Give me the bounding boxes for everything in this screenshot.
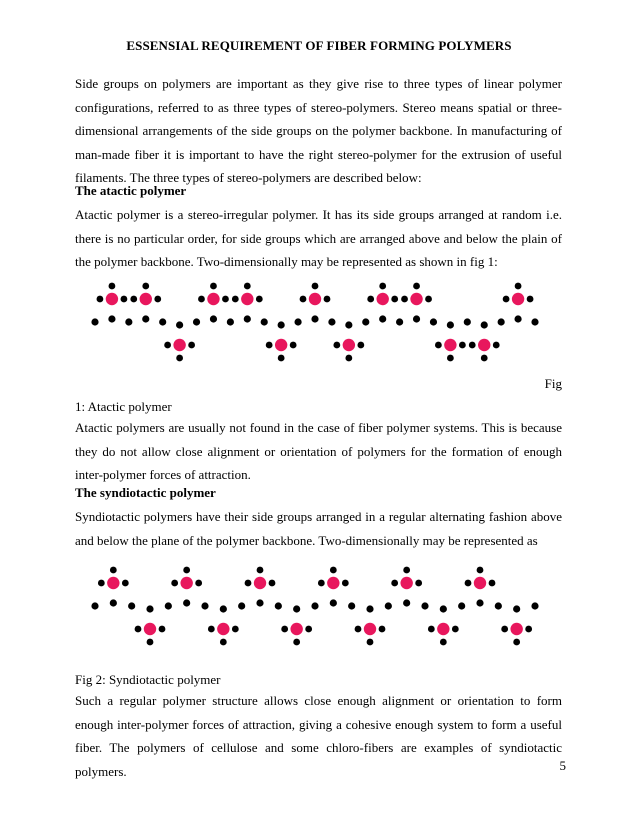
side-group-atom xyxy=(121,296,128,303)
side-group-atom xyxy=(130,296,137,303)
backbone-atom xyxy=(142,315,149,322)
backbone-atom xyxy=(125,318,132,325)
side-group-atom xyxy=(147,639,154,646)
side-group-atom xyxy=(501,626,508,633)
side-group-atom xyxy=(513,639,520,646)
side-group-atom xyxy=(278,355,285,362)
side-group-atom xyxy=(220,639,227,646)
backbone-atom xyxy=(210,315,217,322)
backbone-atom xyxy=(311,315,318,322)
backbone-atom xyxy=(110,599,117,606)
side-group-atom xyxy=(281,626,288,633)
fig1-atactic-diagram xyxy=(0,282,638,362)
side-group-atom xyxy=(477,567,484,574)
side-group-atom xyxy=(305,626,312,633)
side-group-atom xyxy=(440,639,447,646)
backbone-atom xyxy=(128,602,135,609)
side-group-atom xyxy=(525,626,532,633)
backbone-atom xyxy=(278,321,285,328)
backbone-atom xyxy=(201,602,208,609)
side-group-atom xyxy=(452,626,459,633)
side-group-atom xyxy=(300,296,307,303)
side-group-atom xyxy=(256,296,263,303)
side-group-atom xyxy=(232,626,239,633)
backbone-atom xyxy=(476,599,483,606)
side-group-atom xyxy=(312,283,319,290)
side-group-center xyxy=(207,293,219,305)
side-group-atom xyxy=(98,580,105,587)
side-group-center xyxy=(309,293,321,305)
backbone-atom xyxy=(464,318,471,325)
side-group-atom xyxy=(245,580,252,587)
backbone-atom xyxy=(275,602,282,609)
side-group-atom xyxy=(459,342,466,349)
backbone-atom xyxy=(91,318,98,325)
backbone-atom xyxy=(396,318,403,325)
backbone-atom xyxy=(108,315,115,322)
backbone-atom xyxy=(345,321,352,328)
backbone-atom xyxy=(348,602,355,609)
side-group-center xyxy=(275,339,287,351)
backbone-atom xyxy=(531,318,538,325)
backbone-atom xyxy=(413,315,420,322)
side-group-atom xyxy=(527,296,534,303)
side-group-atom xyxy=(154,296,161,303)
intro-paragraph: Side groups on polymers are important as they give rise to three types of linear polymer configurations, referred to as three types of stereo-polymers. Stereo means spatial or three-dimensional arrangements of the side groups on the polymer backbone. In manufacturing of man-made fiber it is important to have the right stereo-polymer for the extrusion of useful filaments. The three types of stereo-polymers are described below: xyxy=(75,76,562,186)
side-group-center xyxy=(107,577,119,589)
fig2-svg xyxy=(0,566,638,646)
backbone-atom xyxy=(311,602,318,609)
side-group-atom xyxy=(318,580,325,587)
backbone-atom xyxy=(227,318,234,325)
backbone-atom xyxy=(458,602,465,609)
fig2-caption: Fig 2: Syndiotactic polymer xyxy=(75,672,221,687)
backbone-atom xyxy=(330,599,337,606)
side-group-center xyxy=(400,577,412,589)
side-group-center xyxy=(241,293,253,305)
side-group-center xyxy=(144,623,156,635)
backbone-atom xyxy=(261,318,268,325)
side-group-center xyxy=(437,623,449,635)
side-group-atom xyxy=(435,342,442,349)
side-group-center xyxy=(140,293,152,305)
atactic-heading: The atactic polymer xyxy=(75,183,187,198)
side-group-atom xyxy=(413,283,420,290)
side-group-atom xyxy=(379,283,386,290)
side-group-atom xyxy=(208,626,215,633)
side-group-atom xyxy=(481,355,488,362)
backbone-atom xyxy=(421,602,428,609)
side-group-atom xyxy=(198,296,205,303)
side-group-center xyxy=(512,293,524,305)
side-group-atom xyxy=(188,342,195,349)
fig1-caption: 1: Atactic polymer xyxy=(75,399,172,414)
side-group-atom xyxy=(391,296,398,303)
page-title: ESSENSIAL REQUIREMENT OF FIBER FORMING POLYMERS xyxy=(126,38,512,53)
side-group-atom xyxy=(391,580,398,587)
backbone-atom xyxy=(183,599,190,606)
side-group-atom xyxy=(97,296,104,303)
backbone-atom xyxy=(440,605,447,612)
side-group-atom xyxy=(425,296,432,303)
side-group-center xyxy=(510,623,522,635)
backbone-atom xyxy=(256,599,263,606)
side-group-center xyxy=(343,339,355,351)
side-group-center xyxy=(364,623,376,635)
side-group-atom xyxy=(159,626,166,633)
backbone-atom xyxy=(244,315,251,322)
side-group-atom xyxy=(493,342,500,349)
side-group-atom xyxy=(401,296,408,303)
side-group-atom xyxy=(109,283,116,290)
backbone-atom xyxy=(165,602,172,609)
atactic-note-paragraph: Atactic polymers are usually not found in the case of fiber polymer systems. This is because they do not allow close alignment or orientation of polymers for the formation of enough inter-polymer forces of attraction. xyxy=(75,420,562,483)
side-group-center xyxy=(410,293,422,305)
side-group-atom xyxy=(176,355,183,362)
side-group-atom xyxy=(195,580,202,587)
side-group-atom xyxy=(257,567,264,574)
side-group-center xyxy=(106,293,118,305)
side-group-center xyxy=(173,339,185,351)
backbone-atom xyxy=(238,602,245,609)
side-group-atom xyxy=(489,580,496,587)
side-group-atom xyxy=(290,342,297,349)
backbone-atom xyxy=(514,315,521,322)
backbone-atom xyxy=(447,321,454,328)
backbone-atom xyxy=(513,605,520,612)
side-group-atom xyxy=(232,296,239,303)
backbone-atom xyxy=(159,318,166,325)
backbone-atom xyxy=(328,318,335,325)
backbone-atom xyxy=(379,315,386,322)
backbone-atom xyxy=(531,602,538,609)
side-group-center xyxy=(290,623,302,635)
side-group-atom xyxy=(367,296,374,303)
syndiotactic-paragraph: Syndiotactic polymers have their side groups arranged in a regular alternating fashion above and below the plane of the polymer backbone. Two-dimensionally may be represented as xyxy=(75,509,562,548)
side-group-atom xyxy=(379,626,386,633)
backbone-atom xyxy=(385,602,392,609)
side-group-atom xyxy=(342,580,349,587)
side-group-atom xyxy=(403,567,410,574)
side-group-center xyxy=(217,623,229,635)
side-group-atom xyxy=(142,283,149,290)
side-group-center xyxy=(478,339,490,351)
side-group-center xyxy=(327,577,339,589)
side-group-atom xyxy=(333,342,340,349)
backbone-atom xyxy=(430,318,437,325)
side-group-atom xyxy=(503,296,510,303)
side-group-atom xyxy=(367,639,374,646)
side-group-atom xyxy=(171,580,178,587)
backbone-atom xyxy=(293,605,300,612)
side-group-atom xyxy=(465,580,472,587)
side-group-atom xyxy=(135,626,142,633)
backbone-atom xyxy=(366,605,373,612)
side-group-center xyxy=(254,577,266,589)
backbone-atom xyxy=(220,605,227,612)
side-group-atom xyxy=(357,342,364,349)
side-group-atom xyxy=(330,567,337,574)
side-group-atom xyxy=(183,567,190,574)
side-group-atom xyxy=(293,639,300,646)
backbone-atom xyxy=(481,321,488,328)
side-group-atom xyxy=(266,342,273,349)
side-group-center xyxy=(444,339,456,351)
side-group-atom xyxy=(110,567,117,574)
atactic-paragraph: Atactic polymer is a stereo-irregular polymer. It has its side groups arranged at random i.e. there is no particular order, for side groups which are arranged above and below the plain of the polymer backbone. Two-dimensionally may be represented as shown in fig 1: xyxy=(75,207,562,270)
backbone-atom xyxy=(146,605,153,612)
side-group-atom xyxy=(210,283,217,290)
side-group-atom xyxy=(244,283,251,290)
backbone-atom xyxy=(91,602,98,609)
side-group-atom xyxy=(415,580,422,587)
side-group-atom xyxy=(222,296,229,303)
side-group-atom xyxy=(428,626,435,633)
backbone-atom xyxy=(193,318,200,325)
side-group-atom xyxy=(122,580,129,587)
side-group-atom xyxy=(345,355,352,362)
side-group-atom xyxy=(269,580,276,587)
side-group-center xyxy=(180,577,192,589)
side-group-atom xyxy=(515,283,522,290)
side-group-atom xyxy=(469,342,476,349)
side-group-center xyxy=(474,577,486,589)
side-group-atom xyxy=(164,342,171,349)
side-group-atom xyxy=(355,626,362,633)
side-group-center xyxy=(376,293,388,305)
backbone-atom xyxy=(294,318,301,325)
backbone-atom xyxy=(495,602,502,609)
backbone-atom xyxy=(403,599,410,606)
backbone-atom xyxy=(362,318,369,325)
fig1-label-part1: Fig xyxy=(544,376,562,391)
page-number: 5 xyxy=(559,758,566,773)
syndiotactic-heading: The syndiotactic polymer xyxy=(75,485,216,500)
fig2-syndiotactic-diagram xyxy=(0,566,638,646)
backbone-atom xyxy=(498,318,505,325)
backbone-atom xyxy=(176,321,183,328)
side-group-atom xyxy=(447,355,454,362)
fig1-svg xyxy=(0,282,638,362)
syndiotactic-note-paragraph: Such a regular polymer structure allows close enough alignment or orientation to form enough inter-polymer forces of attraction, giving a cohesive enough system to form a useful fiber. The polymers of cellulose and some chloro-fibers are examples of syndiotactic polymers. xyxy=(75,693,562,779)
side-group-atom xyxy=(324,296,331,303)
